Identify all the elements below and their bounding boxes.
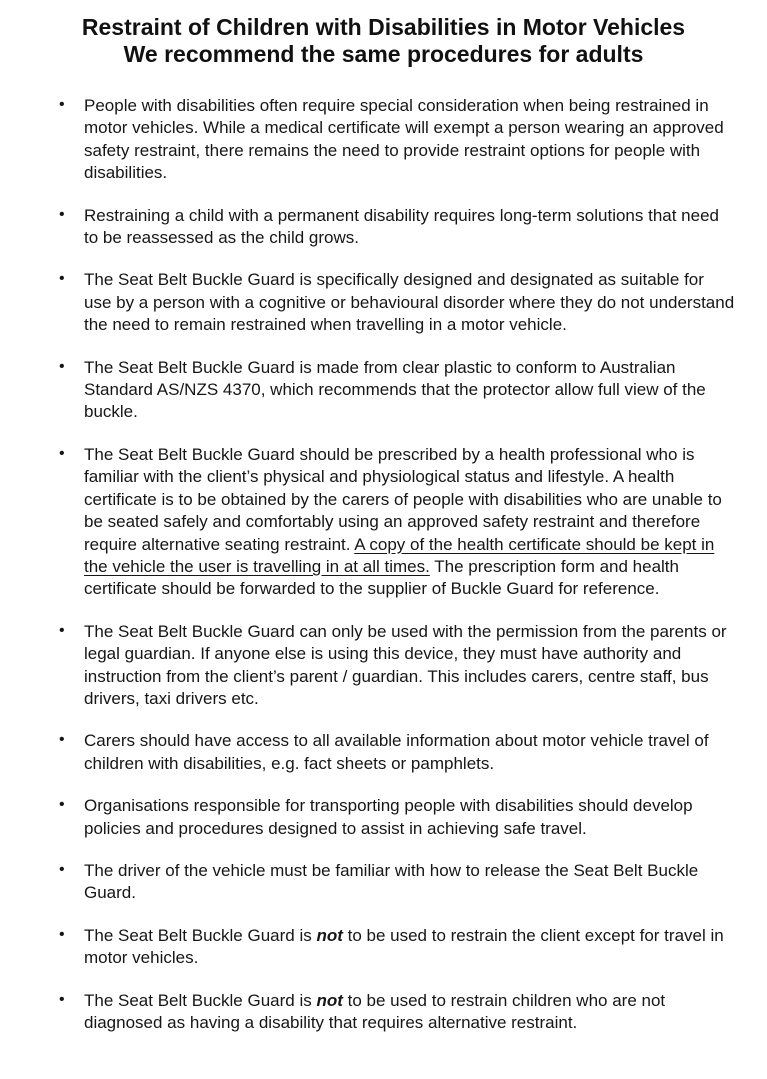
- page-title: [0, 0, 767, 68]
- text-segment: The Seat Belt Buckle Guard is specifically designed and designated as suitable for use by a person with a cognitive or behavioural disorder where they do not understand the need to remain restrained when travelling in a motor vehicle.: [84, 270, 735, 335]
- list-item: [57, 269, 735, 336]
- title-line-2: We recommend the same procedures for adults: [123, 41, 644, 67]
- bullet-text: [84, 926, 724, 967]
- bullet-marker: •: [59, 731, 65, 749]
- bullet-marker: •: [59, 357, 65, 375]
- text-segment: People with disabilities often require special consideration when being restrained in motor vehicles. While a medical certificate will exempt a person wearing an approved safety restraint, there remains the need to provide restraint options for people with disabilities.: [84, 96, 724, 183]
- bullet-marker: •: [59, 270, 65, 288]
- bullet-list: [0, 95, 767, 1034]
- list-item: [57, 860, 735, 905]
- bullet-marker: •: [59, 990, 65, 1008]
- text-segment: to be used to restrain children who are not diagnosed as having a disability that requires alternative restraint.: [84, 990, 666, 1032]
- list-item: [57, 621, 735, 711]
- text-segment: The Seat Belt Buckle Guard is made from clear plastic to conform to Australian Standard AS/NZS 4370, which recommends that the protector allow full view of the buckle.: [84, 357, 706, 422]
- bullet-text: [84, 358, 706, 422]
- text-segment: The Seat Belt Buckle Guard can only be used with the permission from the parents or legal guardian. If anyone else is using this device, they must have authority and instruction from the client’s parent / guardian. This includes carers, centre staff, bus drivers, taxi drivers etc.: [84, 621, 727, 708]
- text-segment: not: [316, 990, 343, 1010]
- list-item: [57, 357, 735, 424]
- text-segment: Restraining a child with a permanent disability requires long-term solutions that need to be reassessed as the child grows.: [84, 205, 720, 248]
- text-segment: Organisations responsible for transporting people with disabilities should develop policies and procedures designed to assist in achieving safe travel.: [84, 796, 693, 838]
- bullet-marker: •: [59, 205, 65, 223]
- text-segment: A copy of the health certificate should be kept in the vehicle the user is travelling in at all times.: [84, 534, 715, 576]
- bullet-text: [84, 622, 727, 708]
- bullet-text: [84, 991, 665, 1032]
- list-item: [57, 444, 735, 601]
- bullet-marker: •: [59, 796, 65, 814]
- bullet-text: [84, 206, 719, 247]
- bullet-text: [84, 445, 722, 598]
- title-line-1: Restraint of Children with Disabilities in Motor Vehicles: [81, 14, 686, 40]
- text-segment: The prescription form and health certificate should be forwarded to the supplier of Buckle Guard for reference.: [84, 556, 679, 599]
- text-segment: The Seat Belt Buckle Guard is: [84, 990, 317, 1010]
- text-segment: The Seat Belt Buckle Guard should be prescribed by a health professional who is familiar with the client’s physical and physiological status and lifestyle. A health certificate is to be obtained by the carers of people with disabilities who are unable to be seated safely and comfortably using an approved safety restraint and therefore require alternative seating restraint.: [84, 444, 722, 554]
- list-item: [57, 990, 735, 1035]
- list-item: [57, 95, 735, 185]
- text-segment: The driver of the vehicle must be familiar with how to release the Seat Belt Buckle Guard.: [84, 860, 699, 903]
- bullet-text: [84, 796, 693, 837]
- bullet-text: [84, 270, 734, 334]
- text-segment: not: [316, 925, 343, 945]
- bullet-text: [84, 731, 709, 772]
- bullet-marker: •: [59, 444, 65, 462]
- text-segment: to be used to restrain the client except for travel in motor vehicles.: [84, 925, 724, 968]
- list-item: [57, 795, 735, 840]
- text-segment: Carers should have access to all available information about motor vehicle travel of children with disabilities, e.g. fact sheets or pamphlets.: [84, 731, 709, 773]
- bullet-text: [84, 96, 724, 182]
- bullet-marker: •: [59, 860, 65, 878]
- bullet-marker: •: [59, 96, 65, 113]
- list-item: [57, 730, 735, 775]
- list-item: [57, 925, 735, 970]
- bullet-marker: •: [59, 621, 65, 639]
- text-segment: The Seat Belt Buckle Guard is: [84, 925, 317, 945]
- bullet-marker: •: [59, 925, 65, 943]
- list-item: [57, 205, 735, 250]
- bullet-text: [84, 861, 698, 902]
